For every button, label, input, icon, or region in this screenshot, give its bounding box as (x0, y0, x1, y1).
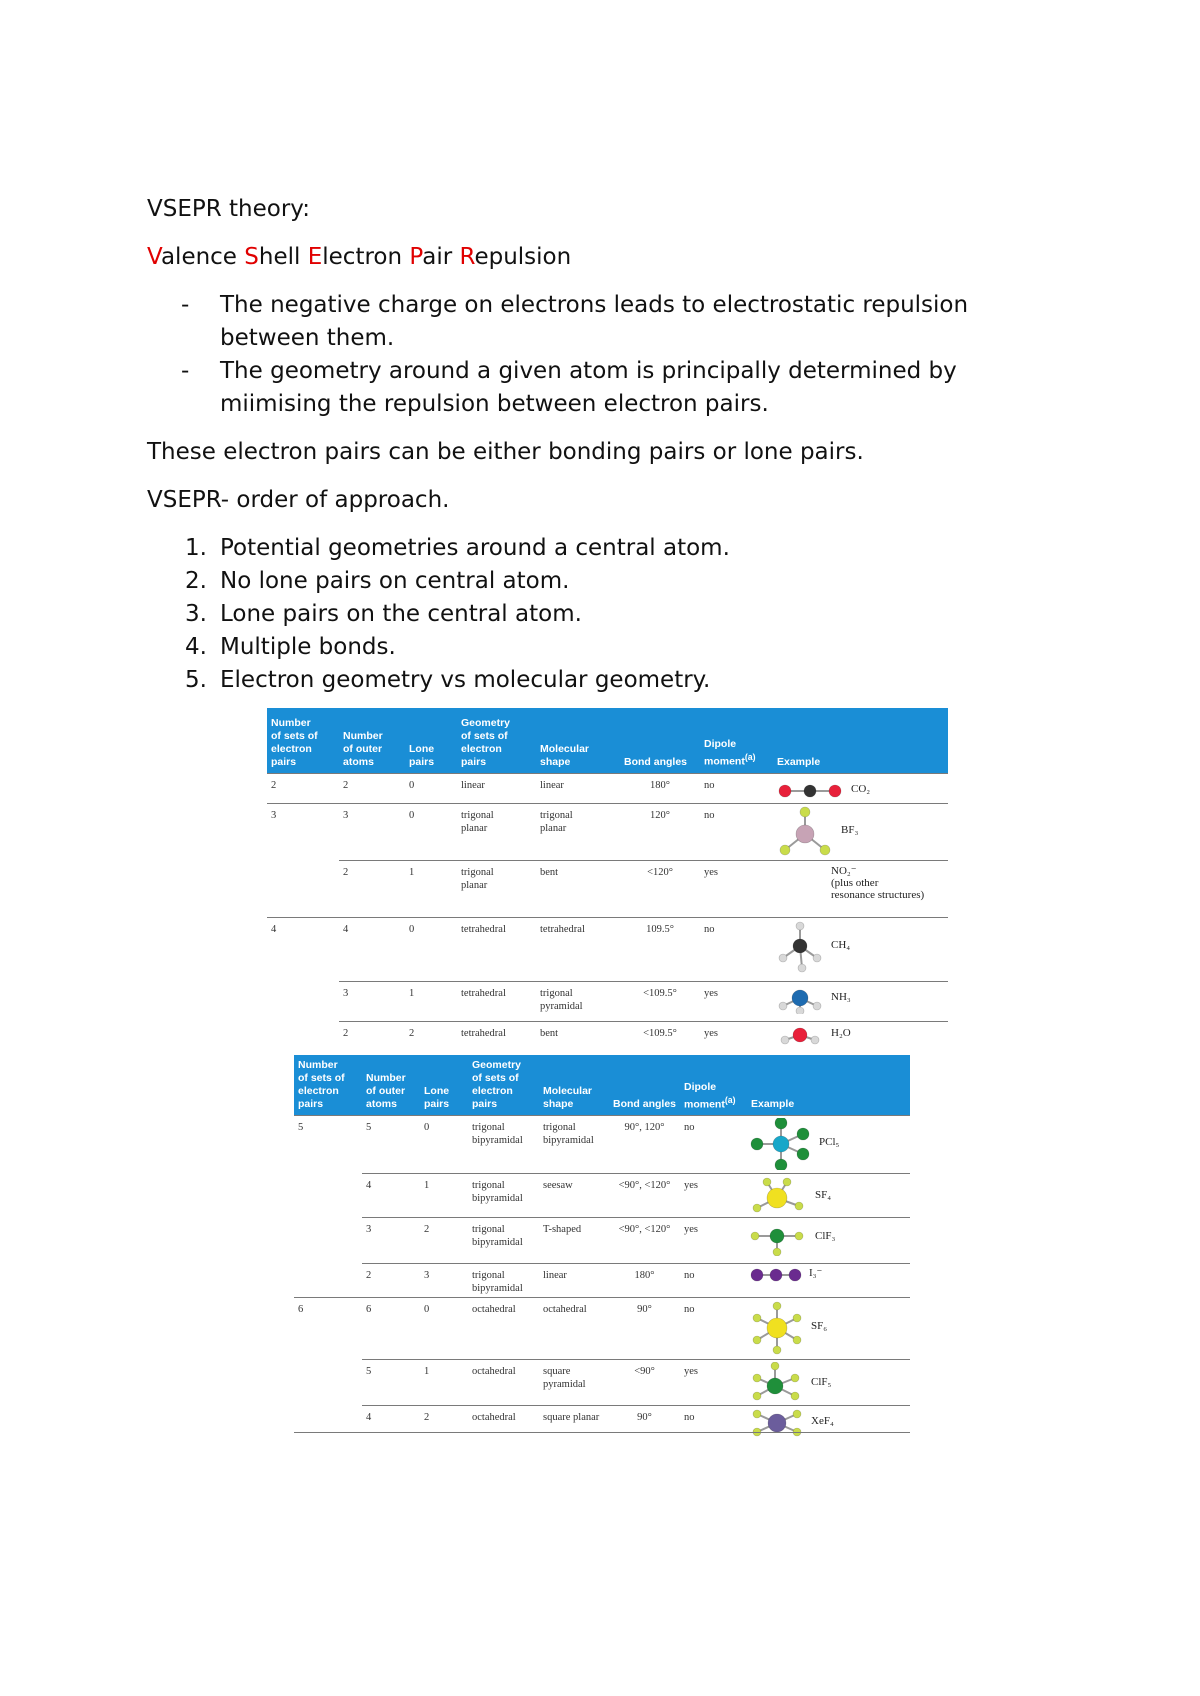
fluorine-atom (793, 1410, 801, 1418)
cell-geometry: octahedral (468, 1406, 539, 1444)
cell-outer: 2 (362, 1264, 420, 1298)
example-wrap (773, 1022, 948, 1048)
cell-lone: 0 (420, 1116, 468, 1174)
cell-outer: 6 (362, 1298, 420, 1360)
molecule-formula: NO₂⁻ (plus other resonance structures) (831, 864, 925, 901)
xenon-atom (768, 1414, 786, 1432)
step-number: 1. (185, 535, 207, 561)
cell-sets (267, 981, 339, 1021)
pairs-sentence: These electron pairs can be either bonding pairs or lone pairs. (147, 439, 864, 465)
cell-dipole: no (680, 1116, 747, 1174)
bullet-text: The geometry around a given atom is principally determined by miimising the repulsion between electron pairs. (220, 358, 957, 417)
col-header-lone: Lone pairs (420, 1055, 468, 1116)
fluorine-atom (753, 1204, 761, 1212)
example-wrap (773, 918, 948, 980)
cell-geometry: octahedral (468, 1298, 539, 1360)
molecule-model-icon (749, 1362, 805, 1406)
example-wrap (773, 982, 948, 1020)
chlorine-atom (770, 1229, 784, 1243)
cell-geometry: tetrahedral (457, 917, 536, 981)
cell-outer: 2 (339, 860, 405, 917)
dipole-footnote-mark: (a) (744, 752, 756, 762)
cell-example (773, 860, 948, 917)
cell-geometry: trigonal bipyramidal (468, 1264, 539, 1298)
dipole-label: Dipole moment (704, 738, 745, 768)
cell-angles: 180° (609, 1264, 680, 1298)
cell-outer: 4 (362, 1174, 420, 1218)
cell-sets: 4 (267, 917, 339, 981)
cell-angles: 120° (620, 803, 700, 860)
example-wrap (747, 1298, 910, 1358)
fluorine-atom (771, 1362, 779, 1370)
bullet-dash: - (181, 358, 190, 384)
cell-geometry: trigonal bipyramidal (468, 1218, 539, 1264)
step-item (147, 631, 1047, 664)
cell-angles: 90° (609, 1406, 680, 1444)
molecule-formula: I₃⁻ (809, 1267, 823, 1279)
cell-dipole: no (700, 803, 773, 860)
bullet-item (147, 355, 1047, 421)
molecule-model-icon (749, 1176, 809, 1218)
cell-example (747, 1116, 910, 1174)
cell-outer: 4 (339, 917, 405, 981)
cell-dipole: yes (680, 1360, 747, 1406)
bullet-item (147, 289, 1047, 355)
molecule-formula: PCl₅ (819, 1136, 840, 1148)
oxygen-atom (779, 785, 791, 797)
step-text: Electron geometry vs molecular geometry. (220, 667, 711, 693)
cell-dipole: no (680, 1264, 747, 1298)
cell-example (747, 1360, 910, 1406)
molecule-formula: ClF₃ (815, 1230, 836, 1242)
dipole-footnote-mark: (a) (724, 1094, 736, 1105)
table-row (294, 1360, 910, 1406)
sulfur-atom (767, 1318, 787, 1338)
fluorine-atom (753, 1314, 761, 1322)
table-row (267, 860, 948, 917)
acronym-word-e: lectron (322, 244, 410, 270)
cell-shape: tetrahedral (536, 917, 620, 981)
molecule-formula: CH₄ (831, 938, 851, 951)
col-header-example: Example (747, 1055, 910, 1116)
cell-angles: 109.5° (620, 917, 700, 981)
cell-outer: 5 (362, 1360, 420, 1406)
example-wrap (747, 1360, 910, 1404)
example-wrap (747, 1174, 910, 1216)
cell-example (747, 1298, 910, 1360)
molecule-formula: ClF₅ (811, 1376, 832, 1388)
fluorine-atom (753, 1336, 761, 1344)
bullet-list (147, 289, 1047, 421)
molecule-model-icon (775, 806, 835, 858)
cell-outer: 4 (362, 1406, 420, 1444)
molecule-formula: XeF₄ (811, 1415, 834, 1427)
col-header-angles: Bond angles (620, 708, 700, 773)
hydrogen-atom (813, 954, 821, 962)
acronym-letter-v: V (147, 244, 161, 270)
fluorine-atom (773, 1248, 781, 1256)
example-wrap (773, 861, 948, 916)
cell-sets (267, 860, 339, 917)
step-text: Potential geometries around a central atom. (220, 535, 730, 561)
step-text: Lone pairs on the central atom. (220, 601, 582, 627)
cell-dipole: yes (700, 1021, 773, 1049)
col-header-geometry: Geometry of sets of electron pairs (457, 708, 536, 773)
cell-geometry: trigonal bipyramidal (468, 1174, 539, 1218)
cell-shape: trigonal bipyramidal (539, 1116, 609, 1174)
cell-angles: <90°, <120° (609, 1174, 680, 1218)
cell-shape: linear (536, 773, 620, 803)
cell-geometry: trigonal bipyramidal (468, 1116, 539, 1174)
chlorine-atom (797, 1128, 809, 1140)
iodine-atom (770, 1269, 782, 1281)
cell-lone: 0 (420, 1298, 468, 1360)
table-row (294, 1298, 910, 1360)
cell-angles: <109.5° (620, 981, 700, 1021)
fluorine-atom (793, 1336, 801, 1344)
chlorine-atom (751, 1138, 763, 1150)
acronym-word-r: epulsion (474, 244, 572, 270)
cell-lone: 1 (405, 981, 457, 1021)
cell-angles: <90° (609, 1360, 680, 1406)
col-header-shape: Molecular shape (536, 708, 620, 773)
cell-lone: 0 (405, 917, 457, 981)
cell-geometry: octahedral (468, 1360, 539, 1406)
fluorine-atom (753, 1410, 761, 1418)
cell-angles: 90°, 120° (609, 1116, 680, 1174)
phosphorus-atom (773, 1136, 789, 1152)
cell-outer: 2 (339, 1021, 405, 1049)
cell-outer: 5 (362, 1116, 420, 1174)
acronym-letter-p: P (409, 244, 423, 270)
cell-shape: trigonal planar (536, 803, 620, 860)
molecule-formula: SF₆ (811, 1320, 828, 1332)
cell-sets (294, 1406, 362, 1444)
molecule-model-icon (775, 776, 845, 806)
cell-example (773, 917, 948, 981)
cell-lone: 3 (420, 1264, 468, 1298)
acronym-word-p: air (422, 244, 460, 270)
molecule-formula: CO₂ (851, 782, 871, 795)
hydrogen-atom (779, 1002, 787, 1010)
molecule-model-icon (749, 1266, 803, 1284)
cell-example (773, 1021, 948, 1049)
example-wrap (747, 1264, 910, 1292)
example-wrap (747, 1116, 910, 1172)
acronym-letter-e: E (307, 244, 323, 270)
hydrogen-atom (798, 964, 806, 972)
cell-lone: 2 (420, 1218, 468, 1264)
cell-example (773, 981, 948, 1021)
cell-angles: <90°, <120° (609, 1218, 680, 1264)
cell-shape: bent (536, 860, 620, 917)
step-item (147, 565, 1047, 598)
cell-shape: T-shaped (539, 1218, 609, 1264)
cell-angles: 180° (620, 773, 700, 803)
heading-vsepr-theory: VSEPR theory: (147, 196, 310, 222)
table-row (294, 1116, 910, 1174)
molecule-model-icon (749, 1118, 813, 1170)
fluorine-atom (791, 1392, 799, 1400)
acronym-letter-s: S (244, 244, 259, 270)
col-header-angles: Bond angles (609, 1055, 680, 1116)
chlorine-atom (775, 1159, 787, 1170)
cell-sets (294, 1218, 362, 1264)
chlorine-atom (797, 1148, 809, 1160)
cell-shape: seesaw (539, 1174, 609, 1218)
molecule-formula: NH₃ (831, 990, 851, 1003)
cell-outer: 2 (339, 773, 405, 803)
hydrogen-atom (796, 1007, 804, 1014)
step-text: No lone pairs on central atom. (220, 568, 570, 594)
col-header-sets: Number of sets of electron pairs (294, 1055, 362, 1116)
fluorine-atom (751, 1232, 759, 1240)
cell-shape: trigonal pyramidal (536, 981, 620, 1021)
cell-dipole: yes (700, 860, 773, 917)
oxygen-atom (793, 1028, 807, 1042)
col-header-outer: Number of outer atoms (339, 708, 405, 773)
cell-sets: 6 (294, 1298, 362, 1360)
cell-example (747, 1406, 910, 1444)
col-header-dipole (680, 1055, 747, 1116)
cell-sets: 3 (267, 803, 339, 860)
cell-geometry: tetrahedral (457, 981, 536, 1021)
cell-geometry: linear (457, 773, 536, 803)
molecule-formula: SF₄ (815, 1189, 832, 1201)
col-header-shape: Molecular shape (539, 1055, 609, 1116)
example-wrap (773, 804, 948, 859)
cell-lone: 2 (405, 1021, 457, 1049)
acronym-word-s: hell (258, 244, 308, 270)
fluorine-atom (780, 845, 790, 855)
hydrogen-atom (779, 954, 787, 962)
cell-example (747, 1174, 910, 1218)
col-header-geometry: Geometry of sets of electron pairs (468, 1055, 539, 1116)
fluorine-atom (793, 1314, 801, 1322)
cell-dipole: yes (700, 981, 773, 1021)
carbon-atom (793, 939, 807, 953)
cell-example (747, 1264, 910, 1298)
step-number: 5. (185, 667, 207, 693)
molecule-formula: H₂O (831, 1026, 851, 1039)
document-body (147, 193, 1047, 697)
table-2-body (294, 1116, 910, 1444)
cell-dipole: yes (680, 1174, 747, 1218)
cell-example (773, 773, 948, 803)
molecule-model-icon (749, 1408, 805, 1438)
cell-geometry: trigonal planar (457, 803, 536, 860)
acronym-word-v: alence (160, 244, 245, 270)
cell-angles: 90° (609, 1298, 680, 1360)
step-item (147, 532, 1047, 565)
acronym-letter-r: R (459, 244, 475, 270)
fluorine-atom (753, 1392, 761, 1400)
carbon-atom (804, 785, 816, 797)
vsepr-table-2 (294, 1055, 910, 1444)
nitrogen-atom (792, 990, 808, 1006)
bullet-dash: - (181, 292, 190, 318)
steps-list (147, 532, 1047, 697)
step-item (147, 598, 1047, 631)
table-1-body (267, 773, 948, 1049)
fluorine-atom (763, 1178, 771, 1186)
cell-outer: 3 (362, 1218, 420, 1264)
boron-atom (796, 825, 814, 843)
molecule-formula: BF₃ (841, 823, 859, 836)
cell-lone: 0 (405, 803, 457, 860)
step-number: 3. (185, 601, 207, 627)
chlorine-atom (775, 1118, 787, 1129)
table-row (294, 1264, 910, 1298)
cell-lone: 0 (405, 773, 457, 803)
molecule-model-icon (775, 984, 825, 1014)
cell-dipole: no (680, 1298, 747, 1360)
fluorine-atom (773, 1346, 781, 1354)
sulfur-atom (767, 1188, 787, 1208)
cell-shape: square planar (539, 1406, 609, 1444)
iodine-atom (789, 1269, 801, 1281)
oxygen-atom (829, 785, 841, 797)
chlorine-atom (767, 1378, 783, 1394)
cell-sets (267, 1021, 339, 1049)
fluorine-atom (795, 1202, 803, 1210)
table-header-row (294, 1055, 910, 1116)
cell-shape: octahedral (539, 1298, 609, 1360)
col-header-example: Example (773, 708, 948, 773)
step-number: 2. (185, 568, 207, 594)
cell-sets (294, 1360, 362, 1406)
col-header-dipole (700, 708, 773, 773)
cell-lone: 1 (420, 1174, 468, 1218)
molecule-model-icon (775, 920, 825, 974)
col-header-sets: Number of sets of electron pairs (267, 708, 339, 773)
step-text: Multiple bonds. (220, 634, 396, 660)
cell-sets (294, 1264, 362, 1298)
hydrogen-atom (811, 1036, 819, 1044)
example-wrap (747, 1406, 910, 1442)
molecule-model-icon (775, 1024, 825, 1046)
cell-sets: 5 (294, 1116, 362, 1174)
example-wrap (773, 774, 948, 802)
fluorine-atom (795, 1232, 803, 1240)
cell-lone: 1 (405, 860, 457, 917)
cell-sets: 2 (267, 773, 339, 803)
col-header-lone: Lone pairs (405, 708, 457, 773)
cell-lone: 1 (420, 1360, 468, 1406)
cell-shape: square pyramidal (539, 1360, 609, 1406)
cell-dipole: yes (680, 1218, 747, 1264)
hydrogen-atom (796, 922, 804, 930)
molecule-model-icon (749, 1300, 805, 1356)
table-row (267, 803, 948, 860)
cell-geometry: tetrahedral (457, 1021, 536, 1049)
cell-dipole: no (700, 917, 773, 981)
fluorine-atom (773, 1302, 781, 1310)
cell-shape: linear (539, 1264, 609, 1298)
cell-outer: 3 (339, 981, 405, 1021)
cell-shape: bent (536, 1021, 620, 1049)
table-row (267, 981, 948, 1021)
iodine-atom (751, 1269, 763, 1281)
table-row (267, 773, 948, 803)
fluorine-atom (820, 845, 830, 855)
example-wrap (747, 1218, 910, 1262)
fluorine-atom (753, 1374, 761, 1382)
cell-lone: 2 (420, 1406, 468, 1444)
bullet-text: The negative charge on electrons leads to electrostatic repulsion between them. (220, 292, 969, 351)
hydrogen-atom (813, 1002, 821, 1010)
table-row (267, 1021, 948, 1049)
hydrogen-atom (781, 1036, 789, 1044)
cell-angles: <120° (620, 860, 700, 917)
table-row (294, 1218, 910, 1264)
order-heading: VSEPR- order of approach. (147, 487, 450, 513)
step-item (147, 664, 1047, 697)
cell-sets (294, 1174, 362, 1218)
cell-geometry: trigonal planar (457, 860, 536, 917)
acronym-line (147, 241, 1047, 274)
fluorine-atom (791, 1374, 799, 1382)
vsepr-table-1 (267, 708, 948, 1049)
dipole-label: Dipole moment (684, 1080, 725, 1110)
table-row (267, 917, 948, 981)
table-2-bottom-rule (294, 1432, 910, 1433)
fluorine-atom (800, 807, 810, 817)
cell-angles: <109.5° (620, 1021, 700, 1049)
cell-outer: 3 (339, 803, 405, 860)
table-row (294, 1406, 910, 1444)
cell-dipole: no (700, 773, 773, 803)
table-header-row (267, 708, 948, 773)
cell-example (773, 803, 948, 860)
step-number: 4. (185, 634, 207, 660)
fluorine-atom (783, 1178, 791, 1186)
cell-example (747, 1218, 910, 1264)
cell-dipole: no (680, 1406, 747, 1444)
col-header-outer: Number of outer atoms (362, 1055, 420, 1116)
molecule-model-icon (749, 1220, 809, 1256)
table-row (294, 1174, 910, 1218)
